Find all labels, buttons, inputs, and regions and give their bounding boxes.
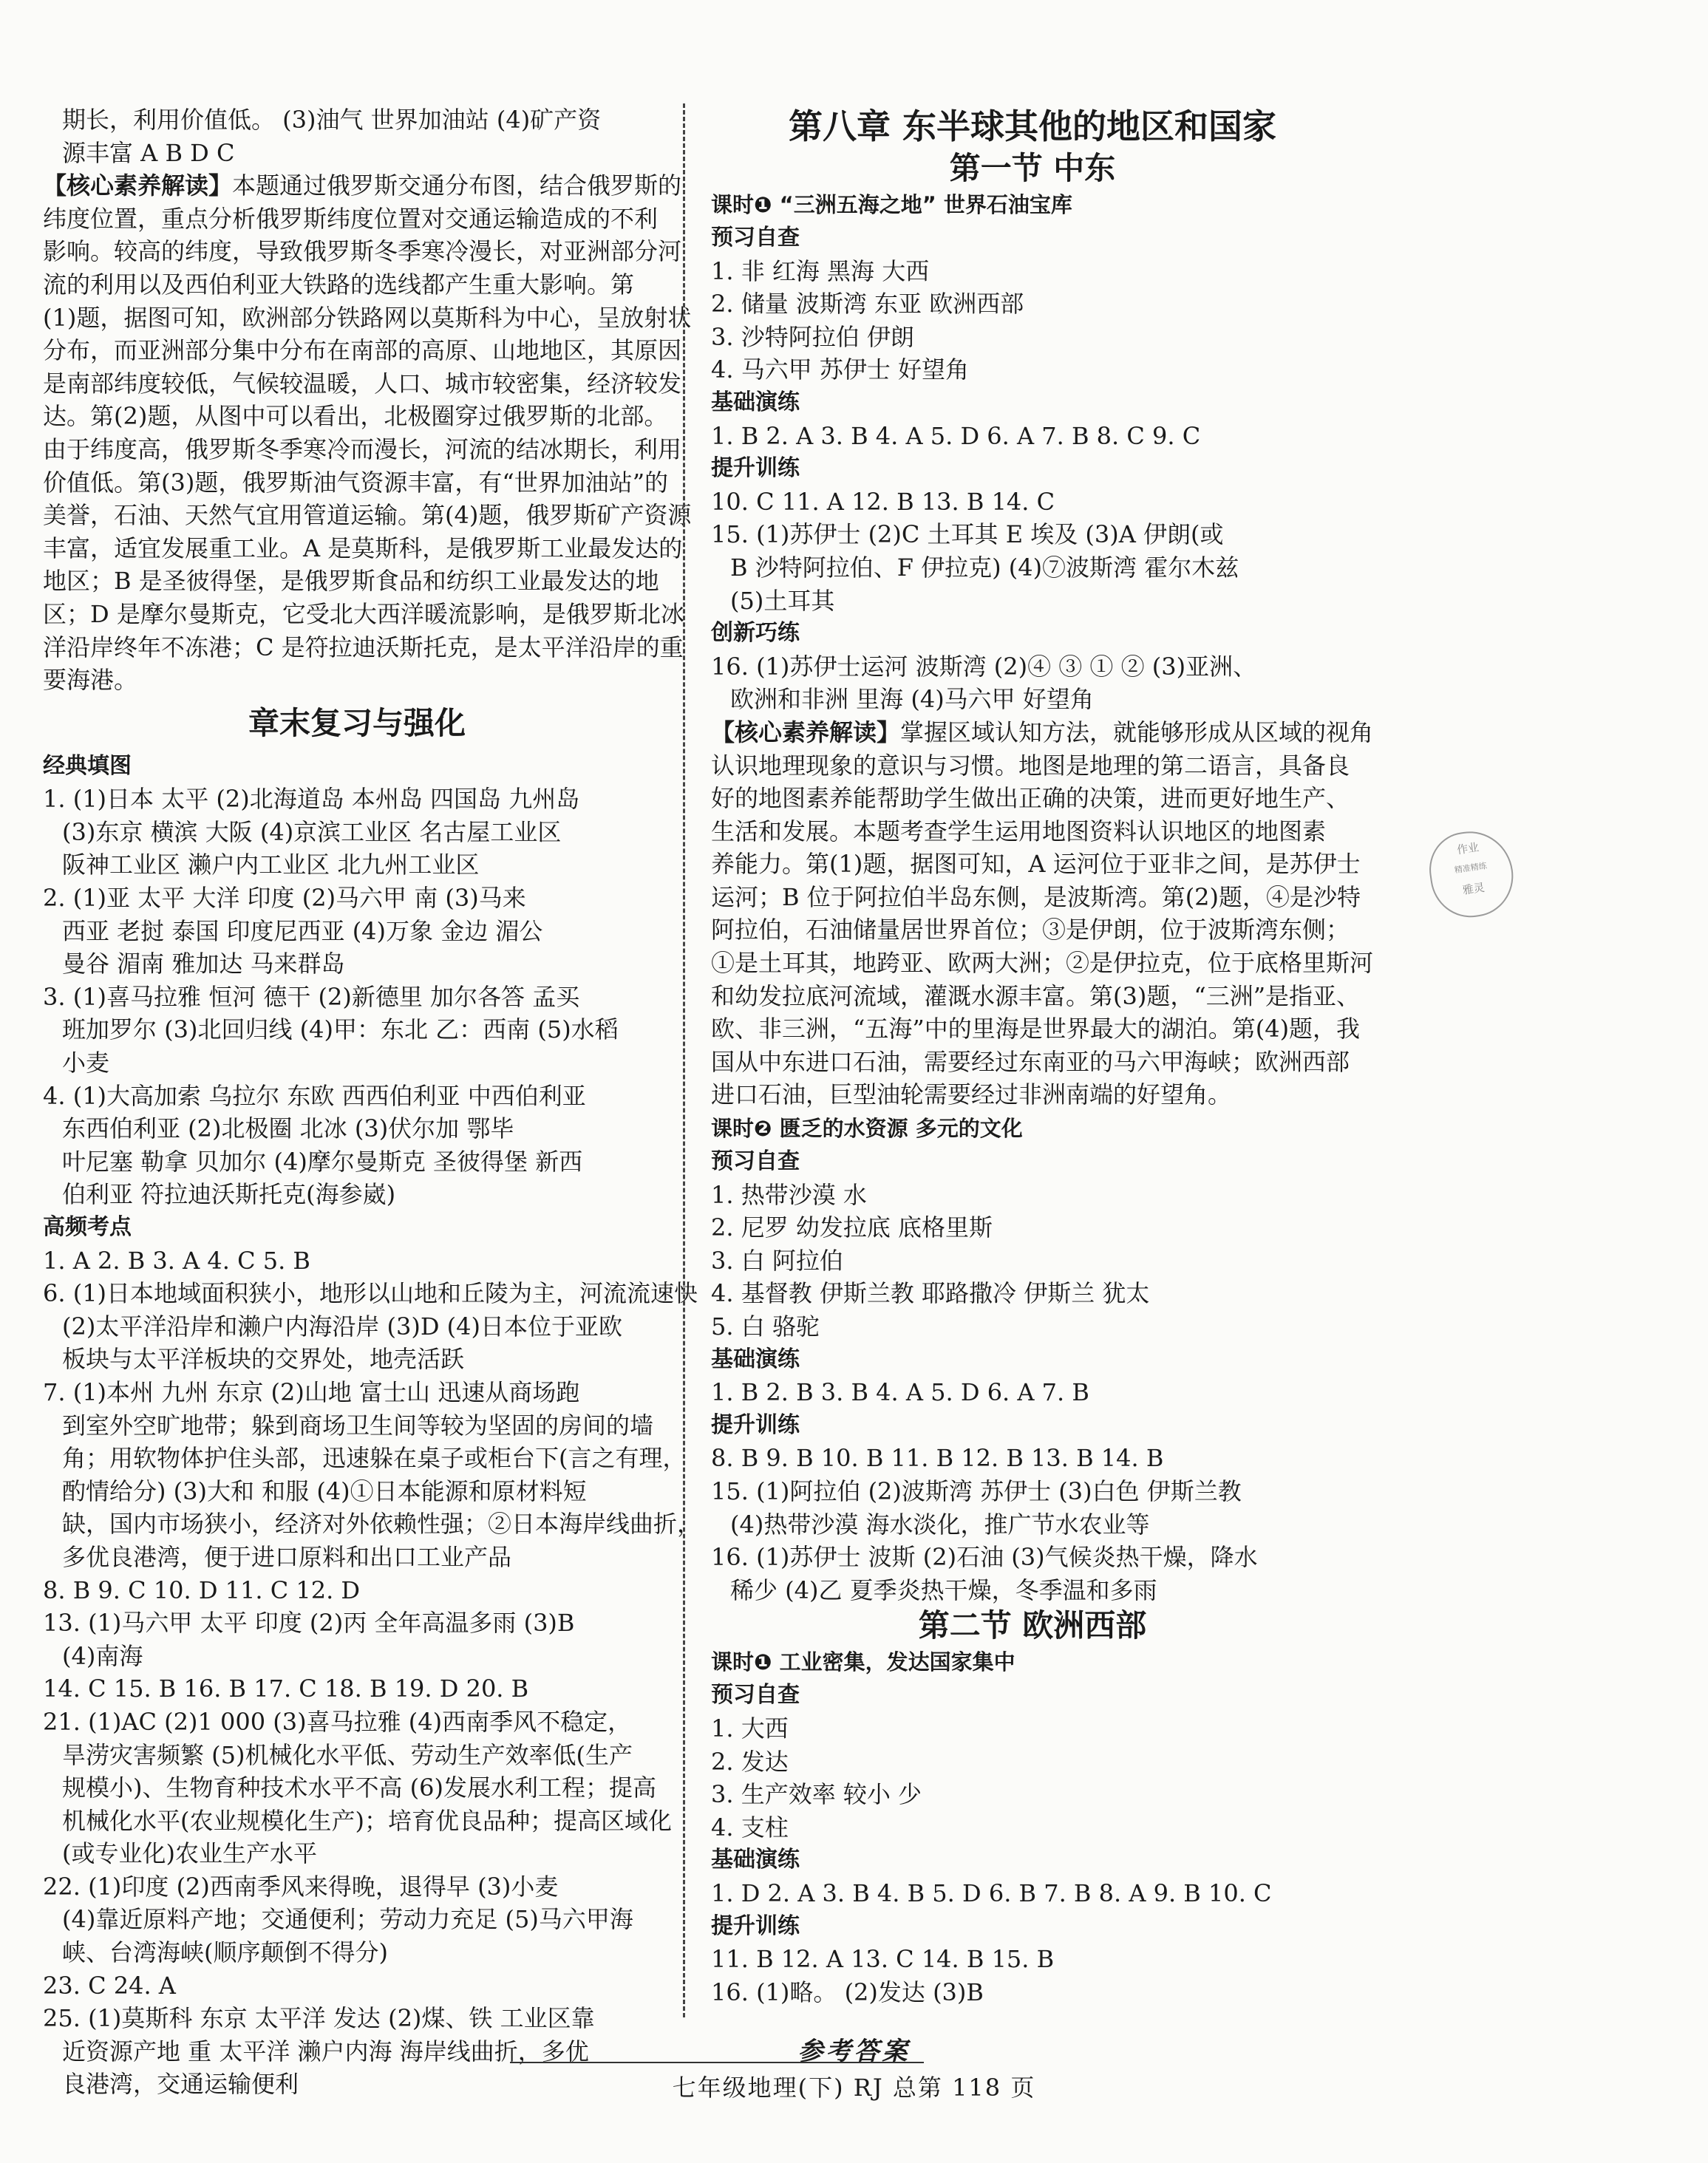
text-line: 影响。较高的纬度，导致俄罗斯冬季寒冷漫长，对亚洲部分河 xyxy=(43,237,682,266)
answer-line: 4. (1)大高加索 乌拉尔 东欧 西西伯利亚 中西伯利亚 xyxy=(43,1081,586,1110)
answer-line: 3. 生产效率 较小 少 xyxy=(711,1780,922,1809)
answer-line: 21. (1)AC (2)1 000 (3)喜马拉雅 (4)西南季风不稳定， xyxy=(43,1707,632,1736)
text-line: 由于纬度高，俄罗斯冬季寒冷而漫长，河流的结冰期长，利用 xyxy=(43,435,682,463)
answer-line: 近资源产地 重 太平洋 濑户内海 海岸线曲折，多优 xyxy=(62,2037,589,2065)
stamp-text: 雅灵 xyxy=(1461,880,1486,897)
answer-line: 峡、台湾海峡(顺序颠倒不得分) xyxy=(62,1938,388,1967)
answer-line: 3. (1)喜马拉雅 恒河 德干 (2)新德里 加尔各答 孟买 xyxy=(43,982,580,1011)
lesson-heading: 课时❶ 工业密集，发达国家集中 xyxy=(711,1649,1015,1675)
answer-line: 缺，国内市场狭小，经济对外依赖性强；②日本海岸线曲折， xyxy=(62,1510,701,1539)
text-line: 养能力。第(1)题，据图可知，A 运河位于亚非之间，是苏伊士 xyxy=(711,850,1361,879)
stamp-text: 精准精练 xyxy=(1454,861,1488,876)
answer-line: 4. 马六甲 苏伊士 好望角 xyxy=(711,355,970,384)
answer-line: 4. 支柱 xyxy=(711,1813,789,1842)
answer-line: 1. B 2. A 3. B 4. A 5. D 6. A 7. B 8. C 9. C xyxy=(711,421,1201,450)
subsection-label: 基础演练 xyxy=(711,1346,800,1372)
footer-label: 参考答案 xyxy=(797,2037,911,2066)
left-column xyxy=(43,103,701,2101)
core-literacy-label: 【核心素养解读】 xyxy=(711,718,901,746)
text-line: 美誉，石油、天然气宜用管道运输。第(4)题，俄罗斯矿产资源 xyxy=(43,501,692,530)
answer-line: 班加罗尔 (3)北回归线 (4)甲：东北 乙：西南 (5)水稻 xyxy=(62,1015,619,1044)
watermark-stamp xyxy=(1424,826,1518,922)
answer-line: 3. 沙特阿拉伯 伊朗 xyxy=(711,322,914,351)
footer-page-info: 七年级地理(下) RJ 总第 118 页 xyxy=(672,2074,1036,2102)
text-line: 区；D 是摩尔曼斯克，它受北大西洋暖流影响，是俄罗斯北冰 xyxy=(43,599,684,628)
text-line: 掌握区域认知方法，就能够形成从区域的视角 xyxy=(900,718,1374,746)
answer-line: 16. (1)苏伊士 波斯 (2)石油 (3)气候炎热干燥，降水 xyxy=(711,1543,1258,1572)
text-line: 国从中东进口石油，需要经过东南亚的马六甲海峡；欧洲西部 xyxy=(711,1047,1350,1076)
answer-line: 机械化水平(农业规模化生产)；培育优良品种；提高区域化 xyxy=(62,1806,672,1835)
answer-line: 3. 白 阿拉伯 xyxy=(711,1246,843,1275)
text-line: 地区；B 是圣彼得堡，是俄罗斯食品和纺织工业最发达的地 xyxy=(43,567,659,596)
text-line: 好的地图素养能帮助学生做出正确的决策，进而更好地生产、 xyxy=(711,784,1350,813)
text-line: 本题通过俄罗斯交通分布图，结合俄罗斯的 xyxy=(232,171,682,200)
text-line: 欧、非三洲，“五海”中的里海是世界最大的湖泊。第(4)题，我 xyxy=(711,1015,1361,1043)
column-divider xyxy=(683,103,685,2017)
subsection-label: 提升训练 xyxy=(711,1411,800,1438)
answer-line: 8. B 9. B 10. B 11. B 12. B 13. B 14. B xyxy=(711,1444,1164,1473)
answer-line: 4. 基督教 伊斯兰教 耶路撒冷 伊斯兰 犹太 xyxy=(711,1279,1150,1308)
text-line: 运河；B 位于阿拉伯半岛东侧，是波斯湾。第(2)题，④是沙特 xyxy=(711,882,1361,911)
subsection-label: 创新巧练 xyxy=(711,620,800,647)
answer-line: (4)靠近原料产地；交通便利；劳动力充足 (5)马六甲海 xyxy=(62,1905,633,1934)
text-line: 纬度位置，重点分析俄罗斯纬度位置对交通运输造成的不利 xyxy=(43,204,659,233)
subsection-label: 基础演练 xyxy=(711,1847,800,1873)
answer-line: 稀少 (4)乙 夏季炎热干燥，冬季温和多雨 xyxy=(730,1576,1157,1604)
answer-line: 欧洲和非洲 里海 (4)马六甲 好望角 xyxy=(730,685,1094,714)
answer-line: 11. B 12. A 13. C 14. B 15. B xyxy=(711,1945,1055,1974)
answer-line: 1. A 2. B 3. A 4. C 5. B xyxy=(43,1246,310,1275)
subsection-label: 提升训练 xyxy=(711,455,800,482)
answer-line: 板块与太平洋板块的交界处，地壳活跃 xyxy=(62,1345,465,1374)
answer-line: 2. 储量 波斯湾 东亚 欧洲西部 xyxy=(711,290,1024,319)
footer-rule xyxy=(510,2062,924,2063)
answer-line: (5)土耳其 xyxy=(730,586,835,615)
subsection-label: 提升训练 xyxy=(711,1912,800,1939)
answer-line: 良港湾，交通运输便利 xyxy=(62,2070,299,2099)
text-line: 认识地理现象的意识与习惯。地图是地理的第二语言，具备良 xyxy=(711,751,1350,780)
answer-line: 阪神工业区 濑户内工业区 北九州工业区 xyxy=(62,851,480,879)
answer-line: 东西伯利亚 (2)北极圈 北冰 (3)伏尔加 鄂毕 xyxy=(62,1114,514,1143)
answer-line: B 沙特阿拉伯、F 伊拉克) (4)⑦波斯湾 霍尔木兹 xyxy=(730,553,1239,582)
subsection-label: 预习自查 xyxy=(711,225,800,251)
text-line: (1)题，据图可知，欧洲部分铁路网以莫斯科为中心，呈放射状 xyxy=(43,303,692,332)
answer-line: 14. C 15. B 16. B 17. C 18. B 19. D 20. B xyxy=(43,1675,529,1703)
answer-line: (或专业化)农业生产水平 xyxy=(62,1839,317,1868)
answer-line: 1. D 2. A 3. B 4. B 5. D 6. B 7. B 8. A 9. B 10. C xyxy=(711,1878,1272,1907)
text-line: 和幼发拉底河流域，灌溉水源丰富。第(3)题，“三洲”是指亚、 xyxy=(711,981,1361,1010)
answer-line: 多优良港湾，便于进口原料和出口工业产品 xyxy=(62,1542,512,1571)
text-line: 价值低。第(3)题，俄罗斯油气资源丰富，有“世界加油站”的 xyxy=(43,468,669,497)
lesson-heading: 课时❷ 匮乏的水资源 多元的文化 xyxy=(711,1116,1023,1142)
answer-line: 16. (1)苏伊士运河 波斯湾 (2)④ ③ ① ② (3)亚洲、 xyxy=(711,652,1257,681)
answer-line: 伯利亚 符拉迪沃斯托克(海参崴) xyxy=(62,1180,396,1209)
section-title: 第一节 中东 xyxy=(949,150,1116,186)
answer-line: 5. 白 骆驼 xyxy=(711,1312,820,1341)
text-line: 是南部纬度较低，气候较温暖，人口、城市较密集，经济较发 xyxy=(43,369,682,398)
answer-line: (4)南海 xyxy=(62,1641,143,1670)
section-title: 第二节 欧洲西部 xyxy=(918,1607,1147,1644)
text-line: 达。第(2)题，从图中可以看出，北极圈穿过俄罗斯的北部。 xyxy=(43,402,668,431)
answer-line: 2. (1)亚 太平 大洋 印度 (2)马六甲 南 (3)马来 xyxy=(43,884,526,913)
text-line: 要海港。 xyxy=(43,666,138,695)
answer-line: (4)热带沙漠 海水淡化，推广节水农业等 xyxy=(730,1510,1150,1539)
text-line: 阿拉伯，石油储量居世界首位；③是伊朗，位于波斯湾东侧； xyxy=(711,916,1350,944)
chapter-title: 第八章 东半球其他的地区和国家 xyxy=(788,106,1276,146)
answer-line: 2. 尼罗 幼发拉底 底格里斯 xyxy=(711,1213,993,1242)
answer-line: 16. (1)略。 (2)发达 (3)B xyxy=(711,1978,984,2006)
answer-line: 22. (1)印度 (2)西南季风来得晚，退得早 (3)小麦 xyxy=(43,1872,559,1901)
answer-line: 8. B 9. C 10. D 11. C 12. D xyxy=(43,1576,361,1604)
answer-line: 曼谷 湄南 雅加达 马来群岛 xyxy=(62,950,345,978)
answer-line: 15. (1)阿拉伯 (2)波斯湾 苏伊士 (3)白色 伊斯兰教 xyxy=(711,1476,1242,1505)
stamp-text: 作业 xyxy=(1456,840,1480,857)
core-literacy-label: 【核心素养解读】 xyxy=(43,171,233,200)
text-line: 丰富，适宜发展重工业。A 是莫斯科，是俄罗斯工业最发达的 xyxy=(43,534,683,562)
answer-line: 6. (1)日本地域面积狭小，地形以山地和丘陵为主，河流流速快 xyxy=(43,1279,698,1308)
answer-line: 1. 热带沙漠 水 xyxy=(711,1180,867,1209)
answer-line: 到室外空旷地带；躲到商场卫生间等较为坚固的房间的墙 xyxy=(62,1411,654,1440)
text-line: 洋沿岸终年不冻港；C 是符拉迪沃斯托克，是太平洋沿岸的重 xyxy=(43,633,684,661)
text-line: 源丰富 A B D C xyxy=(62,138,235,167)
answer-line: 酌情给分) (3)大和 和服 (4)①日本能源和原材料短 xyxy=(62,1476,587,1505)
subsection-label: 预习自查 xyxy=(711,1682,800,1709)
text-line: 进口石油，巨型油轮需要经过非洲南端的好望角。 xyxy=(711,1080,1232,1109)
right-column xyxy=(711,103,1374,2009)
answer-line: 15. (1)苏伊士 (2)C 土耳其 E 埃及 (3)A 伊朗(或 xyxy=(711,520,1224,549)
answer-line: 1. 非 红海 黑海 大西 xyxy=(711,256,930,285)
answer-line: (2)太平洋沿岸和濑户内海沿岸 (3)D (4)日本位于亚欧 xyxy=(62,1312,622,1341)
answer-line: 规模小)、生物育种技术水平不高 (6)发展水利工程；提高 xyxy=(62,1774,656,1802)
subsection-label: 高频考点 xyxy=(43,1214,132,1240)
answer-line: 1. 大西 xyxy=(711,1714,789,1743)
text-line: 期长，利用价值低。 (3)油气 世界加油站 (4)矿产资 xyxy=(62,106,602,134)
subsection-label: 基础演练 xyxy=(711,389,800,415)
answer-line: 23. C 24. A xyxy=(43,1971,176,2000)
lesson-heading: 课时❶ “三洲五海之地” 世界石油宝库 xyxy=(711,192,1072,217)
answer-line: 1. (1)日本 太平 (2)北海道岛 本州岛 四国岛 九州岛 xyxy=(43,785,580,814)
answer-line: 小麦 xyxy=(62,1049,110,1077)
answer-line: 西亚 老挝 泰国 印度尼西亚 (4)万象 金边 湄公 xyxy=(62,916,543,945)
review-section-title: 章末复习与强化 xyxy=(248,704,466,741)
answer-line: 13. (1)马六甲 太平 印度 (2)丙 全年高温多雨 (3)B xyxy=(43,1609,575,1638)
answer-line: (3)东京 横滨 大阪 (4)京滨工业区 名古屋工业区 xyxy=(62,817,562,846)
answer-line: 旱涝灾害频繁 (5)机械化水平低、劳动生产效率低(生产 xyxy=(62,1740,633,1769)
answer-line: 25. (1)莫斯科 东京 太平洋 发达 (2)煤、铁 工业区靠 xyxy=(43,2004,595,2033)
subsection-label: 预习自查 xyxy=(711,1148,800,1175)
answer-line: 叶尼塞 勒拿 贝加尔 (4)摩尔曼斯克 圣彼得堡 新西 xyxy=(62,1147,583,1176)
subsection-label: 经典填图 xyxy=(43,752,132,779)
text-line: ①是土耳其，地跨亚、欧两大洲；②是伊拉克，位于底格里斯河 xyxy=(711,949,1374,978)
answer-line: 1. B 2. B 3. B 4. A 5. D 6. A 7. B xyxy=(711,1378,1089,1407)
text-line: 生活和发展。本题考查学生运用地图资料认识地区的地图素 xyxy=(711,817,1327,845)
answer-line: 角；用软物体护住头部，迅速躲在桌子或柜台下(言之有理， xyxy=(62,1444,687,1473)
answer-line: 2. 发达 xyxy=(711,1747,789,1776)
answer-line: 10. C 11. A 12. B 13. B 14. C xyxy=(711,487,1055,516)
text-line: 流的利用以及西伯利亚大铁路的选线都产生重大影响。第 xyxy=(43,270,635,299)
text-line: 分布，而亚洲部分集中分布在南部的高原、山地地区，其原因 xyxy=(43,336,682,365)
answer-line: 7. (1)本州 九州 东京 (2)山地 富士山 迅速从商场跑 xyxy=(43,1377,580,1406)
